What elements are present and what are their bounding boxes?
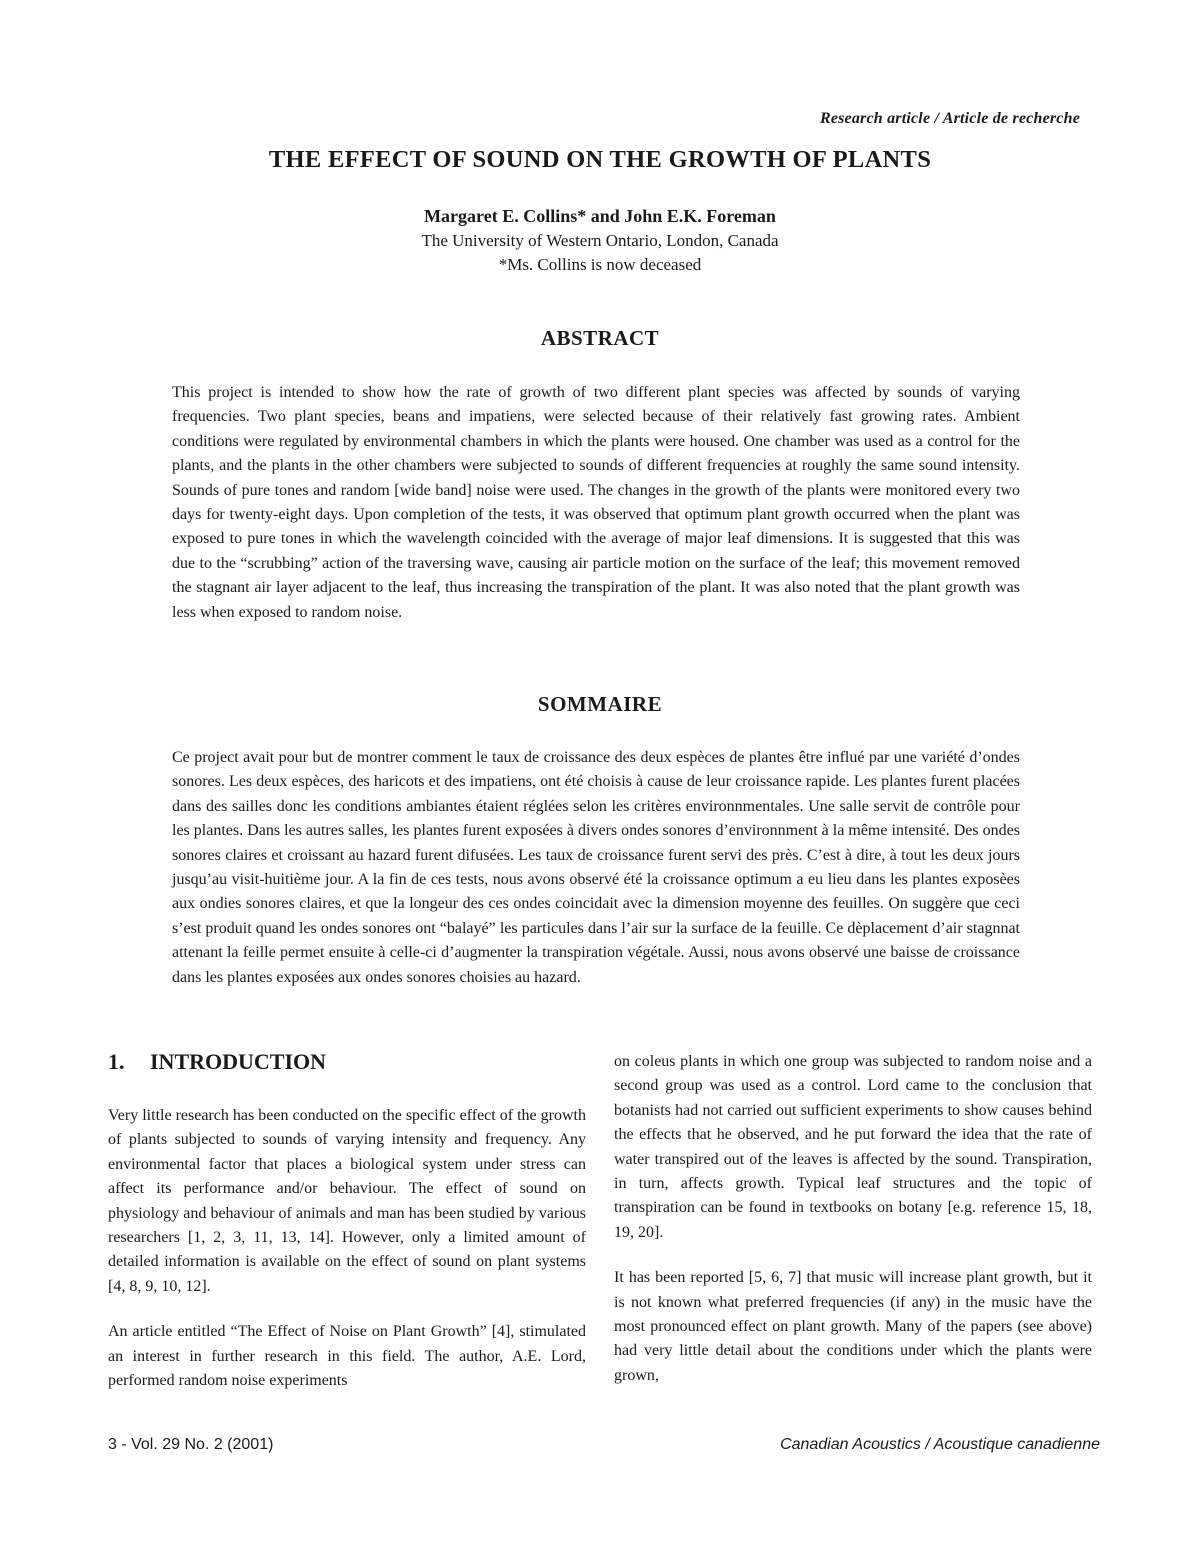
paper-title: THE EFFECT OF SOUND ON THE GROWTH OF PLANTS [268,146,932,173]
sommaire-body: Ce project avait pour but de montrer comment le taux de croissance des deux espèces de plantes être influé par une variété d’ondes sonores. Les deux espèces, des haricots et des impatiens, ont été choisis à cause de leur croissance rapide. Les plantes furent placées dans des sailles donc les conditions ambiantes étaient réglées selon les critères environnmentales. Une salle servit de contrôle pour les plantes. Dans les autres salles, les plantes furent exposées à divers ondes sonores d’environnment à la même intensité. Des ondes sonores claires et croissant au hazard furent difusées. Les taux de croissance furent servi des près. C’est à dire, à tout les deux jours jusqu’au visit-huitième jour. A la fin de ces tests, nous avons observé été la croissance optimum a eu lieu dans les plantes exposèes aux ondies sonores claires, et que la longeur des ces ondes coincidait avec la dimension moyenne des feuilles. On suggère que ceci s’est produit quand les ondes sonores ont “balayé” les particules dans l’air sur la surface de la feuille. Ce dèplacement d’air stagnnat attenant la feille permet ensuite à celle-ci d’augmenter la transpiration végétale. Aussi, nous avons observé une baisse de croissance dans les plantes exposées aux ondes sonores choisies au hazard. [172,749,1020,986]
sommaire-heading: SOMMAIRE [537,692,663,716]
author-note: *Ms. Collins is now deceased [498,255,702,274]
footer-journal: Canadian Acoustics / Acoustique canadienne [780,1436,1100,1453]
section-title: INTRODUCTION [150,1049,327,1074]
intro-paragraph: It has been reported [5, 6, 7] that music will increase plant growth, but it is not known what preferred frequencies (if any) in the music have the most pronounced effect on plant growth. Many of the papers (see above) had very little detail about the conditions under which the plants were grown, [614,1269,1092,1384]
intro-paragraph: Very little research has been conducted on the specific effect of the growth of plants subjected to sounds of varying intensity and frequency. Any environmental factor that places a biological system under stress can affect its performance and/or behaviour. The effect of sound on physiology and behaviour of animals and man has been studied by various researchers [1, 2, 3, 11, 13, 14]. However, only a limited amount of detailed information is available on the effect of sound on plant systems [4, 8, 9, 10, 12]. [108,1107,586,1295]
intro-paragraph: An article entitled “The Effect of Noise on Plant Growth” [4], stimulated an interest in further research in this field. The author, A.E. Lord, performed random noise experiments [108,1323,586,1390]
affiliation: The University of Western Ontario, London, Canada [421,231,779,250]
left-column [108,1050,586,1414]
introduction-heading [108,1050,586,1076]
article-type-label: Research article / Article de recherche [819,110,1080,127]
right-column [614,1050,1092,1409]
intro-paragraph: on coleus plants in which one group was subjected to random noise and a second group was used as a control. Lord came to the conclusion that botanists had not carried out sufficient experiments to show causes behind the effects that he observed, and he put forward the idea that the rate of water transpired out of the leaves is affected by the sound. Transpiration, in turn, affects growth. Typical leaf structures and the topic of transpiration can be found in textbooks on botany [e.g. reference 15, 18, 19, 20]. [614,1053,1092,1241]
abstract-heading: ABSTRACT [540,326,660,350]
footer-volume: 3 - Vol. 29 No. 2 (2001) [108,1436,274,1453]
section-number: 1. [108,1049,125,1074]
author-list: Margaret E. Collins* and John E.K. Foreman [424,206,776,226]
abstract-body: This project is intended to show how the rate of growth of two different plant species was affected by sounds of varying frequencies. Two plant species, beans and impatiens, were selected because of their relatively fast growing rates. Ambient conditions were regulated by environmental chambers in which the plants were housed. One chamber was used as a control for the plants, and the plants in the other chambers were subjected to sounds of different frequencies at roughly the same sound intensity. Sounds of pure tones and random [wide band] noise were used. The changes in the growth of the plants were monitored every two days for twenty-eight days. Upon completion of the tests, it was observed that optimum plant growth occurred when the plant was exposed to pure tones in which the wavelength coincided with the average of major leaf dimensions. It is suggested that this was due to the “scrubbing” action of the traversing wave, causing air particle motion on the surface of the leaf; this movement removed the stagnant air layer adjacent to the leaf, thus increasing the transpiration of the plant. It was also noted that the plant growth was less when exposed to random noise. [172,384,1020,621]
